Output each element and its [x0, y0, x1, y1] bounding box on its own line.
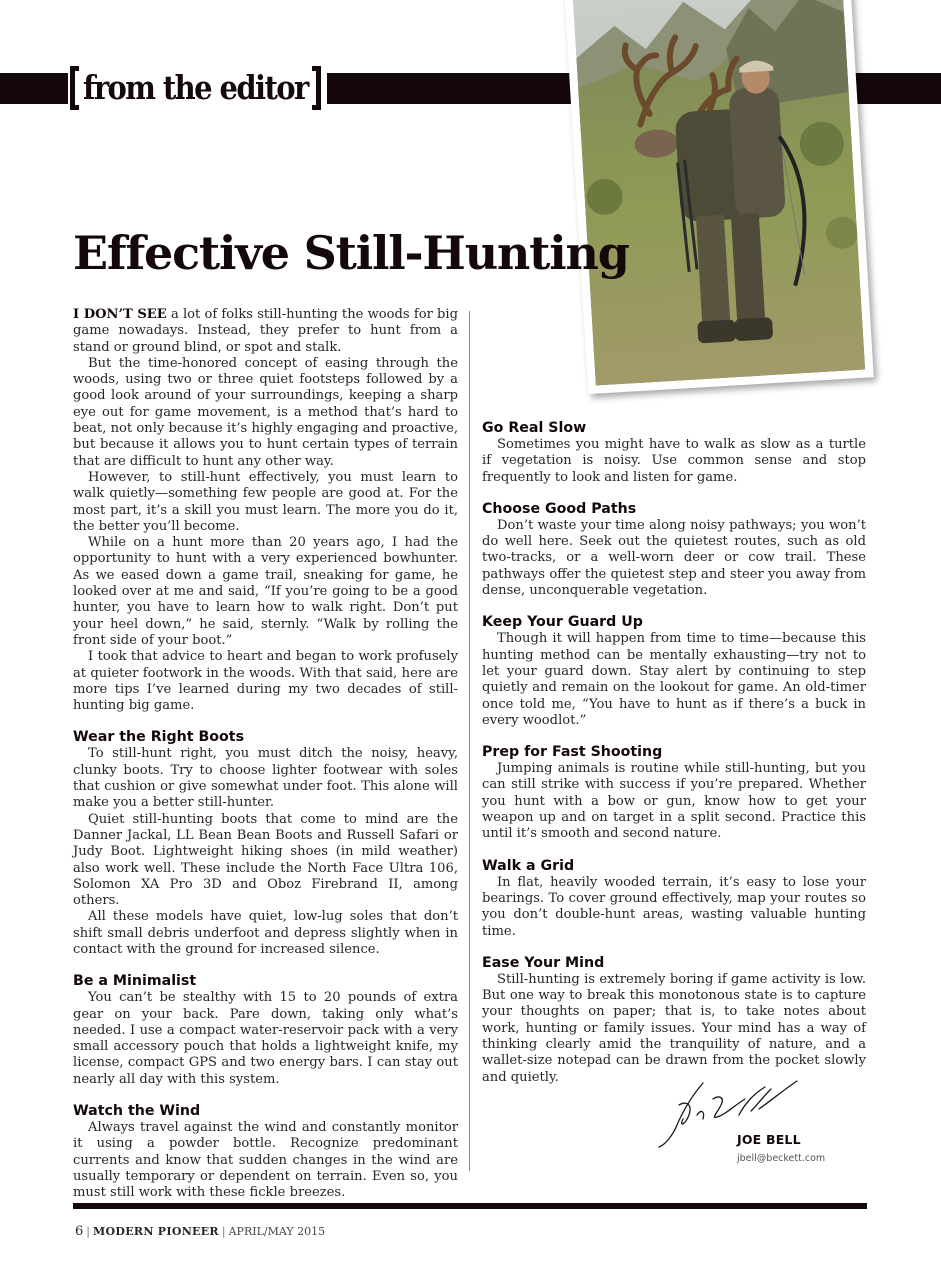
subheading-choose-good-paths: Choose Good Paths — [482, 500, 637, 517]
footer-separator: | — [86, 1225, 90, 1238]
wind-paragraph: Always travel against the wind and constantly monitor it using a powder bottle. Recognize predominant currents and know that sudden changes in the wind are usually temporary or dependent on terrain. Even so, you must still work with these fickle breezes. — [73, 1120, 458, 1201]
grid-paragraph: In flat, heavily wooded terrain, it’s easy to lose your bearings. To cover ground effectively, map your routes so you don’t double-hunt areas, wasting valuable hunting time. — [482, 874, 866, 939]
mind-paragraph: Still-hunting is extremely boring if game activity is low. But one way to break this monotonous state is to capture your thoughts on paper; that is, to take notes about work, hunting or family issues. Your mind has a way of thinking clearly amid the tranquility of nature, and a wallet-size notepad can be drawn from the pocket slowly and quietly. — [482, 971, 866, 1085]
subheading-go-real-slow: Go Real Slow — [482, 420, 587, 436]
subheading-wear-the-right-boots: Wear the Right Boots — [73, 729, 245, 746]
slow-paragraph: Sometimes you might have to walk as slow as a turtle if vegetation is noisy. Use common sense and stop frequently to look and listen for game. — [482, 437, 866, 485]
intro-paragraph-1-text: a lot of folks still-hunting the woods for big game nowadays. Instead, they prefer to hunt from a stand or ground blind, or spot and stalk. — [73, 307, 458, 355]
subheading-watch-the-wind: Watch the Wind — [73, 1103, 201, 1120]
shooting-paragraph: Jumping animals is routine while still-hunting, but you can still strike with success if you’re prepared. Whether you hunt with a bow or gun, know how to get your weapon up and on target in a split second. Practice this until it’s smooth and second nature. — [482, 761, 866, 842]
footer-rule — [73, 1203, 867, 1209]
editor-email[interactable]: jbell@beckett.com — [737, 1153, 826, 1164]
intro-paragraph-2: But the time-honored concept of easing through the woods, using two or three quiet footsteps followed by a good look around of your surroundings, keeping a sharp eye out for game movement, is a method that’s hard to beat, not only because it’s highly engaging and proactive, but because it allows you to hunt certain types of terrain that are difficult to hunt any other way. — [73, 355, 458, 469]
hunter-with-elk-antlers-illustration — [573, 0, 866, 386]
intro-paragraph-1 — [73, 307, 458, 356]
boots-paragraph-3: All these models have quiet, low-lug soles that don’t shift small debris underfoot and depress slightly when in contact with the ground for increased silence. — [73, 909, 458, 957]
section-label-text: from the editor — [83, 68, 308, 108]
left-column — [73, 307, 458, 1202]
boots-paragraph-1: To still-hunt right, you must ditch the noisy, heavy, clunky boots. Try to choose lighter footwear with soles that cushion or give somewhat under foot. This alone will make you a better still-hunter. — [73, 746, 458, 811]
footer-separator: | — [221, 1225, 226, 1238]
subheading-be-a-minimalist: Be a Minimalist — [73, 973, 197, 990]
hunter-photo — [564, 0, 873, 394]
column-divider — [469, 311, 470, 1171]
page-number: 6 — [75, 1224, 84, 1239]
lead-in: I DON’T SEE — [73, 307, 167, 322]
boots-paragraph-2: Quiet still-hunting boots that come to mind are the Danner Jackal, LL Bean Bean Boots and Russell Safari or Judy Boot. Lightweight hiking shoes (in mild weather) also work well. These include the North Face Ultra 106, Solomon XA Pro 3D and Oboz Firebrand II, among others. — [73, 811, 458, 909]
right-column — [482, 420, 866, 1086]
left-bracket-icon — [70, 66, 79, 110]
magazine-name: MODERN PIONEER — [93, 1225, 219, 1238]
issue-date: APRIL/MAY 2015 — [228, 1225, 326, 1238]
intro-paragraph-4: While on a hunt more than 20 years ago, I had the opportunity to hunt with a very experienced bowhunter. As we eased down a game trail, sneaking for game, he looked over at me and said, “If you’re going to be a good hunter, you have to learn how to walk right. Don’t put your heel down,” he said, sternly. “Walk by rolling the front side of your boot.” — [73, 535, 458, 648]
intro-paragraph-3: However, to still-hunt effectively, you must learn to walk quietly—something few people are good at. For the most part, it’s a skill you must learn. The more you do it, the better you’ll become. — [73, 469, 458, 534]
paths-paragraph: Don’t waste your time along noisy pathways; you won’t do well here. Seek out the quietest routes, such as old two-tracks, or a well-worn deer or cow trail. These pathways offer the quietest step and steer you away from dense, unconquerable vegetation. — [482, 517, 866, 599]
hunter-photo-image — [573, 0, 866, 386]
intro-paragraph-5: I took that advice to heart and began to work profusely at quieter footwork in the woods. With that said, here are more tips I’ve learned during my two decades of still-hunting big game. — [73, 649, 458, 714]
subheading-keep-your-guard-up: Keep Your Guard Up — [482, 614, 643, 631]
page-footer — [75, 1224, 325, 1239]
right-bracket-icon — [312, 66, 321, 110]
subheading-prep-for-fast-shooting: Prep for Fast Shooting — [482, 744, 663, 761]
subheading-walk-a-grid: Walk a Grid — [482, 857, 575, 874]
article-title: Effective Still-Hunting — [73, 226, 629, 280]
section-label — [68, 64, 327, 112]
editor-name: JOE BELL — [737, 1132, 801, 1147]
subheading-ease-your-mind: Ease Your Mind — [482, 954, 605, 971]
editor-signature-block — [655, 1075, 825, 1170]
guard-paragraph: Though it will happen from time to time—because this hunting method can be mentally exhausting—try not to let your guard down. Stay alert by continuing to step quietly and remain on the lookout for game. An old-timer once told me, “You have to hunt as if there’s a buck in every woodlot.” — [482, 631, 866, 728]
minimalist-paragraph: You can’t be stealthy with 15 to 20 pounds of extra gear on your back. Pare down, taking only what’s needed. I use a compact water-reservoir pack with a very small accessory pouch that holds a lightweight knife, my license, compact GPS and two energy bars. I can stay out nearly all day with this system. — [73, 990, 458, 1087]
